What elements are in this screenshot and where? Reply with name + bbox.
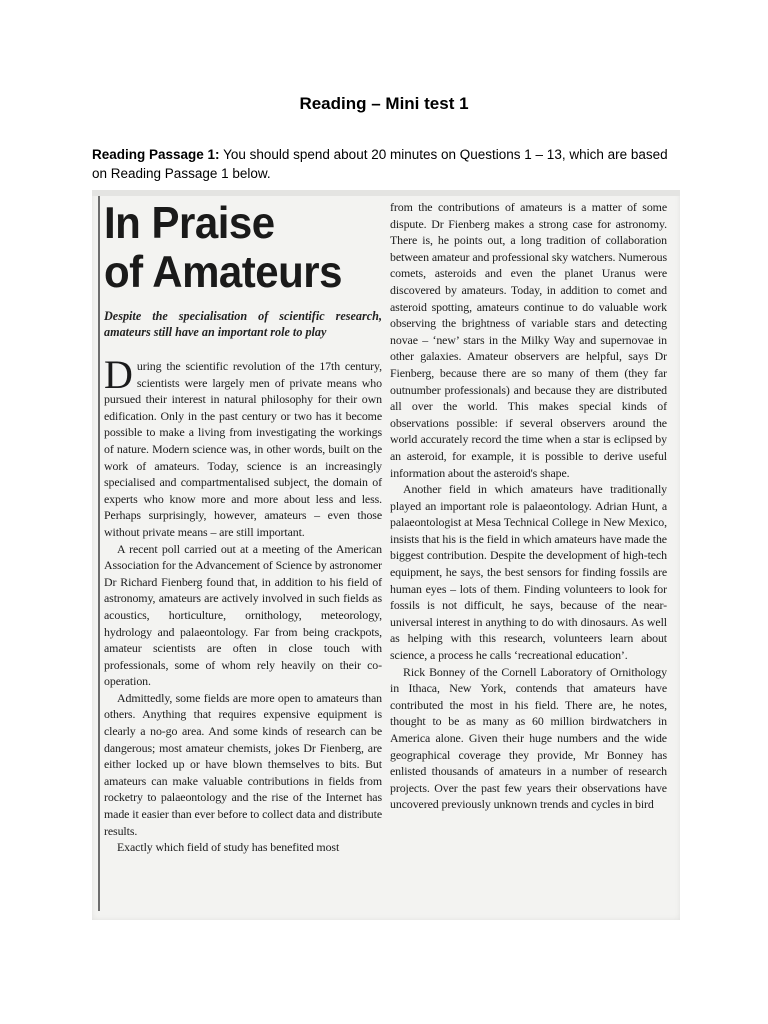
instructions-label: Reading Passage 1: <box>92 147 220 162</box>
drop-cap: D <box>104 352 133 397</box>
article-subtitle: Despite the specialisation of scientific research, amateurs still have an important role to play <box>104 309 382 339</box>
paragraph: Admittedly, some fields are more open to amateurs than others. Anything that requires expensive equipment is clearly a no-go area. And some kinds of research can be dangerous; most amateur chemists, jokes Dr Fienberg, are either locked up or have blown themselves to bits. But amateurs can make valuable contributions in fields from rocketry to palaeontology and the rise of the Internet has made it easier than ever before to collect data and distribute results. <box>104 690 382 838</box>
paragraph: Rick Bonney of the Cornell Laboratory of Ornithology in Ithaca, New York, contends that amateurs have contributed the most in his field. There are, he notes, thought to be as many as 60 million birdwatchers in America alone. Given their huge numbers and the wide geographical coverage they provide, Mr Bonney has enlisted thousands of amateurs in a number of research projects. Over the past few years their observations have uncovered previously unknown trends and cycles in bird <box>390 664 667 812</box>
page-title: Reading – Mini test 1 <box>299 94 469 113</box>
paragraph: Exactly which field of study has benefited most <box>117 840 340 855</box>
paragraph: A recent poll carried out at a meeting of the American Association for the Advancement of Science by astronomer Dr Richard Fienberg found that, in addition to his field of astronomy, amateurs are actively involved in such fields as acoustics, horticulture, ornithology, meteorology, hydrology and palaeontology. Far from being crackpots, amateur scientists are often in close touch with professionals, some of whom rely heavily on their co-operation. <box>104 541 382 689</box>
instructions <box>92 145 682 183</box>
article-left-column <box>104 198 382 856</box>
first-paragraph <box>104 352 382 541</box>
scan-border-line <box>98 196 100 911</box>
instructions-text: You should spend about 20 minutes on Questions 1 – 13, which are based on Reading Passage 1 below. <box>92 147 668 181</box>
article-headline-line-2: of Amateurs <box>104 246 342 297</box>
paragraph: Another field in which amateurs have traditionally played an important role is palaeontology. Adrian Hunt, a palaeontologist at Mesa Technical College in New Mexico, insists that his is the field in which amateurs have made the biggest contribution. Despite the development of high-tech equipment, he says, the best sensors for finding fossils are human eyes – lots of them. Finding volunteers to look for fossils is not difficult, he says, because of the near-universal interest in anything to do with dinosaurs. As well as helping with this research, volunteers learn about science, a process he calls ‘recreational education’. <box>390 482 667 663</box>
left-column-body <box>104 352 382 856</box>
scanned-article <box>92 190 680 920</box>
paragraph: from the contributions of amateurs is a matter of some dispute. Dr Fienberg makes a strong case for astronomy. There is, he points out, a long tradition of collaboration between amateur and professional sky watchers. Numerous comets, asteroids and even the planet Uranus were discovered by amateurs. Today, in addition to comet and asteroid spotting, amateurs continue to do valuable work observing the brightness of variable stars and detecting novae – ‘new’ stars in the Milky Way and supernovae in other galaxies. Amateur observers are helpful, says Dr Fienberg, because there are so many of them (they far outnumber professionals) and because they are distributed all over the world. This makes special kinds of observations possible: if several observers around the world accurately record the time when a star is eclipsed by an asteroid, for example, it is possible to derive useful information about the asteroid's shape. <box>390 200 667 480</box>
paragraph: uring the scientific revolution of the 17th century, scientists were largely men of private means who pursued their interest in natural philosophy for their own edification. Only in the past century or two has it become possible to make a living from investigating the workings of nature. Modern science was, in other words, built on the work of amateurs. Today, science is an increasingly specialised and compartmentalised subject, the domain of experts who know more and more about less and less. Perhaps surprisingly, however, amateurs – even those without private means – are still important. <box>104 359 382 539</box>
article-right-column <box>390 199 667 813</box>
scan-edge <box>92 190 680 196</box>
article-headline-line-1: In Praise <box>104 197 275 248</box>
